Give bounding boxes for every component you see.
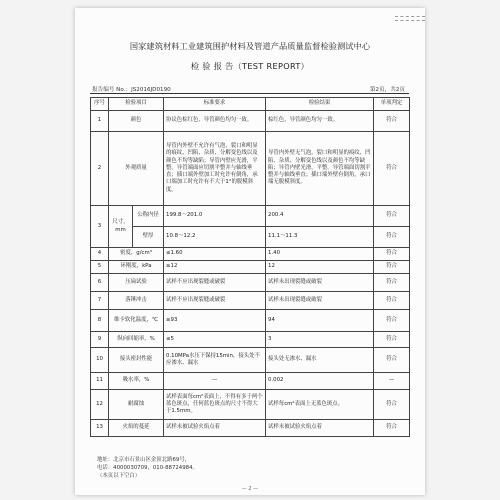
row-item: 落锤冲击	[109, 292, 164, 310]
table-row	[91, 274, 410, 292]
table-row	[91, 206, 410, 227]
row-result: 试样未被试验火焰点着	[266, 420, 374, 437]
table-row	[91, 390, 410, 420]
row-requirement: 试样未被试验火焰点着	[164, 420, 266, 437]
row-judgement: 符合	[374, 132, 410, 206]
header-item: 检验项目	[109, 98, 164, 111]
report-footer	[97, 457, 198, 480]
row-judgement: 符合	[374, 390, 410, 420]
row-judgement: 符合	[374, 332, 410, 348]
table-row	[91, 332, 410, 348]
row-no: 1	[91, 111, 109, 132]
row-judgement: 符合	[374, 348, 410, 373]
row-item: 火焰的蔓延	[109, 420, 164, 437]
row-requirement: ≥93	[164, 310, 266, 332]
row-result: 12	[266, 261, 374, 274]
row-requirement: 导管内外壁不允许有气泡，裂口和明显的痕纹、凹陷、杂质、分解变色线以及颜色不均等缺陷；导管内壁应光滑，平整。导管端面应切割平整并与轴线垂直；插口端外壁加工时允许有倒角，承口端加工时允许有不大于1°的脱模斜度。	[164, 132, 266, 206]
footer-address: 地址：北京市石景山区金顶北路69号，	[97, 457, 191, 463]
row-requirement: 协议色棕红色，导管颜色均匀一致。	[164, 111, 266, 132]
row-no: 5	[91, 261, 109, 274]
footer-phone: 电话：4000030709，010-88724984。	[97, 464, 198, 471]
row-item: 压扁试验	[109, 274, 164, 292]
row-item: 密度，g/cm³	[109, 248, 164, 261]
table-row	[91, 420, 410, 437]
header-no: 序号	[91, 98, 109, 111]
row-judgement: 符合	[374, 274, 410, 292]
row-no: 3	[91, 206, 109, 248]
row-no: 10	[91, 348, 109, 373]
page-number: — 2 —	[241, 486, 259, 492]
footer-blank-note: （本页以下空白）	[97, 472, 141, 479]
table-header-row	[91, 98, 410, 111]
row-requirement: 试样不应出现裂缝或破裂	[164, 292, 266, 310]
row-no: 4	[91, 248, 109, 261]
row-item: 吸水率，%	[109, 373, 164, 390]
row-subitem: 壁厚	[133, 227, 164, 248]
header-requirement: 标准要求	[164, 98, 266, 111]
row-no: 8	[91, 310, 109, 332]
row-judgement: 符合	[374, 292, 410, 310]
row-no: 7	[91, 292, 109, 310]
row-item: 纵向回缩率，%	[109, 332, 164, 348]
test-results-table	[90, 97, 410, 437]
row-result: 棕红色，导管颜色均匀一致。	[266, 111, 374, 132]
row-requirement: ≤5	[164, 332, 266, 348]
table-row	[91, 373, 410, 390]
table-row	[91, 248, 410, 261]
row-judgement: 符合	[374, 227, 410, 248]
row-judgement: 符合	[374, 248, 410, 261]
row-result: 200.4	[266, 206, 374, 227]
row-result: 导管内外壁无气泡，裂口和明显的痕纹、凹陷、杂质、分解变色线以及颜色不均等缺陷；导管内壁光滑，平整。导管端面切割平整并与轴线垂直；插口端外壁有倒角，承口端无脱模斜度。	[266, 132, 374, 206]
row-no: 2	[91, 132, 109, 206]
table-row	[91, 227, 410, 248]
row-requirement: ≥12	[164, 261, 266, 274]
row-requirement: 0.10MPa水压下保持15min，接头处不应渗水、漏水	[164, 348, 266, 373]
table-row	[91, 111, 410, 132]
report-number: 报告编号 No.：JS2016JD0190	[92, 87, 171, 93]
row-subitem: 公称内径	[133, 206, 164, 227]
report-page	[75, 8, 425, 495]
header-result: 检验结果	[266, 98, 374, 111]
table-row	[91, 348, 410, 373]
row-item: 尺寸，mm	[109, 206, 133, 248]
page-info: 第2页，共2页	[369, 87, 405, 93]
row-result: 试样未出现裂缝或破裂	[266, 292, 374, 310]
row-item: 维卡软化温度，℃	[109, 310, 164, 332]
row-item: 接头密封性能	[109, 348, 164, 373]
row-item: 环刚度，kPa	[109, 261, 164, 274]
row-requirement: 10.8～12.2	[164, 227, 266, 248]
table-row	[91, 310, 410, 332]
row-judgement: 符合	[374, 420, 410, 437]
row-item: 颜色	[109, 111, 164, 132]
row-result: 11.1～11.3	[266, 227, 374, 248]
report-title: 国家建筑材料工业建筑围护材料及管道产品质量监督检验测试中心	[129, 41, 371, 51]
header-rule	[90, 93, 409, 94]
table-row	[91, 292, 410, 310]
row-no: 6	[91, 274, 109, 292]
row-requirement: ≤1.60	[164, 248, 266, 261]
row-result: 接头处无渗水、漏水	[266, 348, 374, 373]
row-judgement: 符合	[374, 111, 410, 132]
row-judgement: 符合	[374, 261, 410, 274]
table-row	[91, 261, 410, 274]
report-subtitle: 检 验 报 告（TEST REPORT）	[190, 61, 310, 71]
row-item: 外观质量	[109, 132, 164, 206]
report-number-value: JS2016JD0190	[131, 87, 171, 93]
row-result: 试样未出现裂缝或破裂	[266, 274, 374, 292]
row-result: 试样每cm²表面上无蓝色斑点。	[266, 390, 374, 420]
row-requirement: 199.8～201.0	[164, 206, 266, 227]
row-result: 3	[266, 332, 374, 348]
row-judgement: —	[374, 373, 410, 390]
report-number-label: 报告编号 No.	[92, 87, 126, 93]
row-result: 0.002	[266, 373, 374, 390]
header-judgement: 单项判定	[374, 98, 410, 111]
row-judgement: 符合	[374, 206, 410, 227]
seam-stamp	[395, 16, 425, 21]
row-no: 11	[91, 373, 109, 390]
row-result: 1.40	[266, 248, 374, 261]
row-no: 9	[91, 332, 109, 348]
row-requirement: —	[164, 373, 266, 390]
row-requirement: 试样表面每cm²表面上，不得有多于两个蓝色斑点，任何蓝色斑点的尺寸不得大于1.5mm。	[164, 390, 266, 420]
row-judgement: 符合	[374, 310, 410, 332]
table-row	[91, 132, 410, 206]
row-requirement: 试样不应出现裂缝或破裂	[164, 274, 266, 292]
row-result: 94	[266, 310, 374, 332]
row-item: 耐腐蚀	[109, 390, 164, 420]
row-no: 12	[91, 390, 109, 420]
row-no: 13	[91, 420, 109, 437]
